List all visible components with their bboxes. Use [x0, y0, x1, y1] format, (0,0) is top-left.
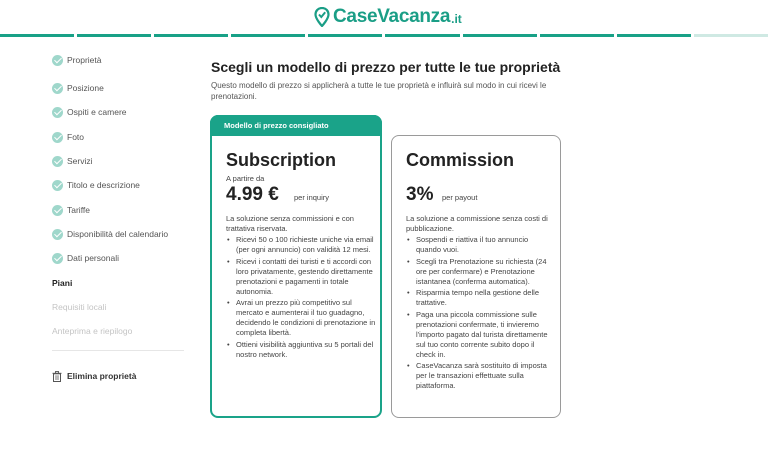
delete-property-button[interactable] [52, 368, 136, 384]
progress-segment [385, 34, 459, 37]
sidebar-item-label: Foto [67, 132, 85, 142]
sidebar-item-tariffe[interactable] [52, 202, 90, 218]
plan-description: La soluzione senza commissioni e con trattativa riservata. [226, 214, 354, 233]
progress-segment [0, 34, 74, 37]
check-circle-icon [52, 156, 63, 167]
sidebar-item-servizi[interactable] [52, 153, 93, 169]
check-circle-icon [52, 253, 63, 264]
progress-segment [694, 34, 768, 37]
plan-description: La soluzione a commissione senza costi di pubblicazione. [406, 214, 548, 233]
feature-item: • Ricevi i contatti dei turisti e ti accordi con loro privatamente, gestendo direttamente prenotazioni e pagamenti in totale autonomia. [226, 257, 376, 297]
sidebar-divider [52, 350, 184, 351]
progress-segment [77, 34, 151, 37]
check-circle-icon [52, 132, 63, 143]
sidebar-item-label: Ospiti e camere [67, 107, 127, 117]
check-circle-icon [52, 107, 63, 118]
feature-item: • CaseVacanza sarà sostituito di imposta per le transazioni effettuate sulla piattaforma. [406, 361, 554, 391]
sidebar-item-disponibilita-calendario[interactable] [52, 226, 168, 242]
sidebar-item-foto[interactable] [52, 129, 84, 145]
plan-card-commission[interactable] [391, 135, 561, 418]
sidebar-item-posizione[interactable] [52, 80, 104, 96]
sidebar-item-piani[interactable] [52, 275, 72, 291]
feature-item: • Sospendi e riattiva il tuo annuncio quando vuoi. [406, 235, 554, 255]
plan-name: Commission [406, 150, 515, 170]
sidebar-item-titolo-descrizione[interactable] [52, 177, 140, 193]
price-unit: per inquiry [294, 193, 330, 202]
sidebar-item-label: Tariffe [67, 205, 90, 215]
page-title: Scegli un modello di prezzo per tutte le tue proprietà [211, 59, 561, 75]
header [0, 0, 768, 36]
progress-segment [308, 34, 382, 37]
plan-features [406, 235, 554, 393]
sidebar-item-label: Posizione [67, 83, 104, 93]
check-circle-icon [52, 83, 63, 94]
feature-item: • Scegli tra Prenotazione su richiesta (24 ore per confermare) e Prenotazione istantanea (conferma automatica). [406, 257, 554, 287]
sidebar-item-label: Disponibilità del calendario [67, 229, 169, 239]
sidebar-item-label: Titolo e descrizione [67, 180, 140, 190]
brand-name: CaseVacanza [333, 6, 451, 27]
delete-property-label: Elimina proprietà [67, 371, 137, 381]
recommended-badge: Modello di prezzo consigliato [210, 115, 382, 136]
feature-item: • Ricevi 50 o 100 richieste uniche via email (per ogni annuncio) con validità 12 mesi. [226, 235, 376, 255]
plan-price: 3% [406, 184, 434, 205]
sidebar-item-requisiti-locali [52, 299, 106, 315]
progress-segment [154, 34, 228, 37]
sidebar-item-label: Anteprima e riepilogo [52, 326, 133, 336]
sidebar-item-label: Proprietà [67, 55, 102, 65]
check-circle-icon [52, 55, 63, 66]
feature-item: • Avrai un prezzo più competitivo sul mercato e aumenterai il tuo guadagno, decidendo le condizioni di prenotazione in completa libertà. [226, 298, 376, 338]
trash-icon [52, 371, 62, 382]
sidebar-item-label: Dati personali [67, 253, 119, 263]
progress-bar [0, 34, 768, 37]
sidebar-item-label: Servizi [67, 156, 93, 166]
progress-segment [617, 34, 691, 37]
plan-card-subscription[interactable] [210, 115, 382, 418]
page-subtitle: Questo modello di prezzo si applicherà a tutte le tue proprietà e influirà sul modo in cui ricevi le prenotazioni. [211, 81, 547, 101]
progress-segment [231, 34, 305, 37]
check-circle-icon [52, 180, 63, 191]
plan-price: 4.99 € [226, 184, 279, 205]
sidebar-item-label: Piani [52, 278, 73, 288]
check-circle-icon [52, 229, 63, 240]
sidebar-item-proprieta[interactable] [52, 52, 102, 68]
price-prefix: A partire da [226, 174, 265, 183]
sidebar-item-label: Requisiti locali [52, 302, 107, 312]
plan-name: Subscription [226, 150, 337, 170]
plan-features [226, 235, 376, 361]
check-circle-icon [52, 205, 63, 216]
progress-segment [540, 34, 614, 37]
brand-logo[interactable] [314, 5, 462, 29]
feature-item: • Ottieni visibilità aggiuntiva su 5 portali del nostro network. [226, 340, 376, 360]
progress-segment [463, 34, 537, 37]
price-unit: per payout [442, 193, 478, 202]
map-pin-icon [314, 7, 330, 27]
feature-item: • Paga una piccola commissione sulle prenotazioni confermate, ti invieremo l'importo pagato dal turista direttamente sul tuo conto corrente subito dopo il check in. [406, 310, 554, 360]
sidebar-item-dati-personali[interactable] [52, 250, 119, 266]
brand-tld: .it [451, 12, 462, 26]
sidebar-item-ospiti-camere[interactable] [52, 104, 127, 120]
sidebar-item-anteprima-riepilogo [52, 323, 132, 339]
feature-item: • Risparmia tempo nella gestione delle trattative. [406, 288, 554, 308]
